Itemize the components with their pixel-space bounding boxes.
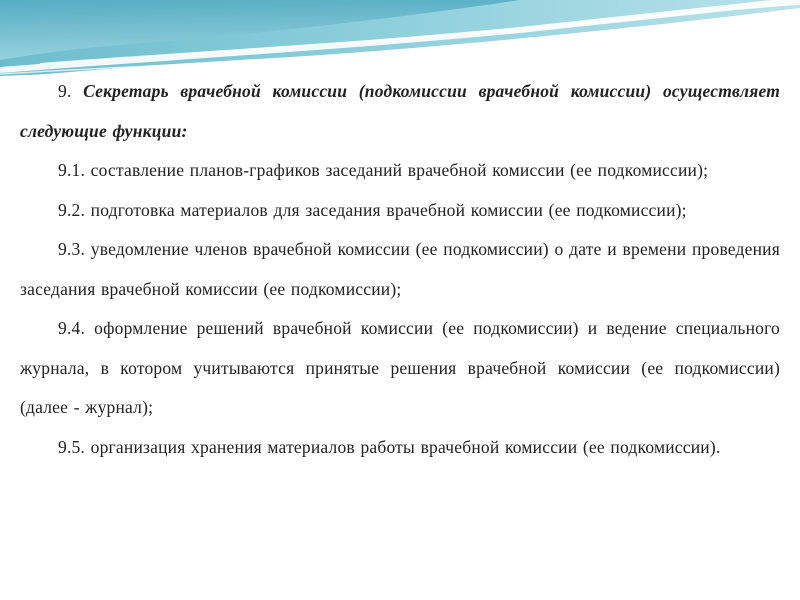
paragraph-item [20, 309, 780, 428]
paragraph-number: 9.2. [58, 199, 86, 220]
paragraph-item [20, 151, 780, 191]
paragraph-text: подготовка материалов для заседания врачебной комиссии (ее подкомиссии); [90, 199, 687, 220]
paragraph-item [20, 428, 780, 468]
paragraph-number: 9.5. [58, 436, 86, 457]
header-wave-decoration [0, 0, 800, 80]
paragraph-heading [20, 72, 780, 151]
paragraph-item [20, 230, 780, 309]
paragraph-heading-text: Секретарь врачебной комиссии (подкомиссии врачебной комиссии) осуществляет следующие функции: [20, 81, 781, 141]
paragraph-text: уведомление членов врачебной комиссии (ее подкомиссии) о дате и времени проведения заседания врачебной комиссии (ее подкомиссии); [20, 239, 780, 299]
paragraph-text: оформление решений врачебной комиссии (ее подкомиссии) и ведение специального журнала, в котором учитываются принятые решения врачебной комиссии (ее подкомиссии) (далее - журнал); [20, 318, 781, 417]
paragraph-number: 9. [58, 81, 72, 101]
paragraph-number: 9.3. [58, 239, 86, 259]
paragraph-text: организация хранения материалов работы врачебной комиссии (ее подкомиссии). [90, 436, 721, 457]
paragraph-item [20, 191, 780, 231]
text-body [20, 72, 780, 467]
paragraph-number: 9.4. [58, 318, 86, 338]
paragraph-text: составление планов-графиков заседаний врачебной комиссии (ее подкомиссии); [90, 160, 709, 180]
paragraph-number: 9.1. [58, 160, 86, 180]
